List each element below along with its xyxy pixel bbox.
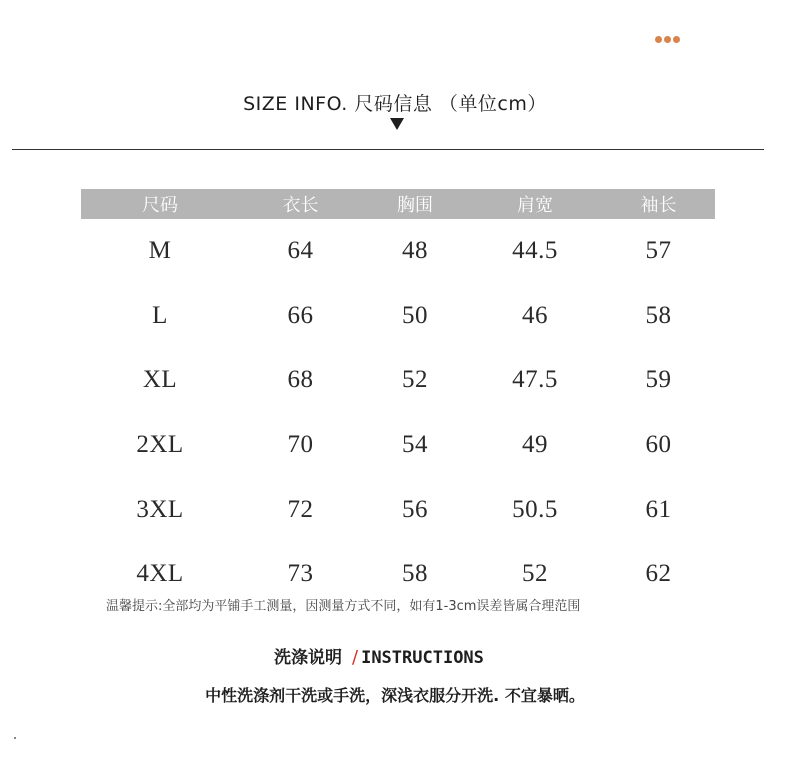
cell-sleeve: 57 [645,237,672,265]
cell-length: 70 [287,431,314,459]
header-length: 衣长 [282,195,319,216]
wash-heading-slash: / [352,647,359,668]
table-row [81,284,715,349]
cell-sleeve: 59 [645,366,672,394]
decorative-dot [14,737,16,739]
page-title: SIZE INFO. 尺码信息 （单位cm） [243,93,547,115]
cell-chest: 56 [402,495,428,523]
table-row [81,219,715,284]
cell-length: 68 [287,366,314,394]
wash-heading [274,643,484,668]
cell-shoulder: 52 [522,560,548,588]
dot [655,36,662,43]
cell-size: L [152,301,168,329]
table-header [81,189,715,219]
divider [12,149,764,150]
header-shoulder: 肩宽 [517,195,553,216]
cell-size: 3XL [136,495,184,523]
header-chest: 胸围 [397,195,433,216]
table-row [81,413,715,478]
cell-size: M [148,237,172,265]
cell-chest: 54 [402,431,428,459]
cell-size: XL [142,366,178,394]
cell-size: 2XL [136,431,184,459]
cell-shoulder: 50.5 [512,495,558,523]
dot [673,36,680,43]
cell-chest: 58 [402,560,428,588]
more-options-icon[interactable] [655,36,680,43]
cell-chest: 48 [402,237,428,265]
dot [664,36,671,43]
table-row [81,477,715,542]
cell-sleeve: 61 [645,495,672,523]
cell-length: 64 [287,237,314,265]
cell-chest: 52 [402,366,428,394]
measurement-tip: 温馨提示:全部均为平铺手工测量，因测量方式不同，如有1-3cm误差皆属合理范围 [106,599,581,614]
cell-length: 66 [287,301,314,329]
cell-sleeve: 62 [645,560,672,588]
size-table [81,189,715,607]
wash-heading-en: INSTRUCTIONS [361,648,484,668]
cell-length: 73 [287,560,314,588]
header-sleeve: 袖长 [640,195,677,216]
cell-chest: 50 [402,301,428,329]
cell-shoulder: 44.5 [512,237,558,265]
down-arrow-icon [390,118,404,130]
cell-sleeve: 60 [645,431,672,459]
cell-shoulder: 49 [522,431,548,459]
cell-shoulder: 46 [522,301,548,329]
header-size: 尺码 [142,195,178,216]
table-row [81,348,715,413]
wash-heading-cn: 洗涤说明 [274,648,342,668]
cell-sleeve: 58 [645,301,672,329]
cell-size: 4XL [136,560,184,588]
cell-shoulder: 47.5 [512,366,558,394]
cell-length: 72 [287,495,314,523]
wash-instructions: 中性洗涤剂干洗或手洗，深浅衣服分开洗. 不宜暴晒。 [205,686,585,705]
